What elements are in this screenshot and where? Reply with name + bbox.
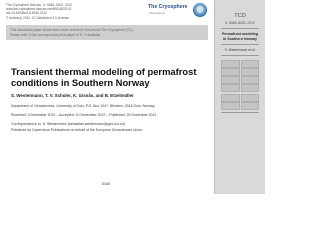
sidebar-short-title xyxy=(218,32,262,41)
nav-button[interactable] xyxy=(221,94,240,102)
nav-button[interactable] xyxy=(221,60,240,68)
journal-doi[interactable]: doi:10.5194/tcd-6-5345-2012 xyxy=(6,11,47,16)
nav-button[interactable] xyxy=(221,102,240,110)
nav-button[interactable] xyxy=(241,68,260,76)
journal-citation: The Cryosphere Discuss., 6, 5345–5403, 2012 xyxy=(6,3,72,7)
paper-authors: S. Westermann, T. V. Schuler, K. Gisnås, and B. Etzelmüller xyxy=(11,93,134,98)
paper-title xyxy=(11,66,207,88)
nav-button[interactable] xyxy=(241,84,260,92)
sidebar-nav-row-4 xyxy=(221,84,259,90)
nav-button[interactable] xyxy=(221,68,240,76)
journal-license: © Author(s) 2012. CC Attribution 3.0 License. xyxy=(6,15,70,20)
sidebar-author: S. Westermann et al. xyxy=(224,48,256,52)
publication-dates: Received: 3 December 2012 – Accepted: 10 December 2012 – Published: 20 December 2012 xyxy=(11,113,157,117)
nav-button[interactable] xyxy=(241,94,260,102)
sidebar-nav-row-1 xyxy=(221,60,259,66)
nav-button[interactable] xyxy=(221,84,240,92)
nav-button[interactable] xyxy=(241,102,260,110)
sidebar-nav-row-6 xyxy=(221,102,259,108)
sidebar-nav-row-5 xyxy=(221,94,259,100)
nav-button[interactable] xyxy=(221,76,240,84)
notice-line-2: Please refer to the corresponding final paper in TC if available. xyxy=(10,33,102,37)
discussion-sidebar xyxy=(214,0,265,194)
sidebar-reference: 6, 5345–5403, 2012 xyxy=(225,21,255,25)
correspondence[interactable]: Correspondence to: S. Westermann (sebastian.westermann@geo.uio.no) xyxy=(11,122,125,126)
affiliation: Department of Geosciences, University of Oslo, P.O. Box 1047, Blindern, 0316 Oslo, Norway xyxy=(11,104,155,108)
journal-logo xyxy=(138,3,212,23)
logo-subtitle: Discussions xyxy=(149,11,166,15)
journal-url[interactable]: www.the-cryosphere-discuss.net/6/5345/2012/ xyxy=(6,7,72,12)
review-notice xyxy=(6,25,208,40)
notice-line-1: This discussion paper is/has been under review for the journal The Cryosphere (TC). xyxy=(10,28,134,32)
logo-title: The Cryosphere xyxy=(148,4,188,10)
globe-icon xyxy=(193,3,207,17)
paper-title-line-2: conditions in Southern Norway xyxy=(11,77,150,89)
sidebar-journal: TCD xyxy=(234,13,246,19)
nav-button[interactable] xyxy=(241,60,260,68)
paper-title-line-1: Transient thermal modeling of permafrost xyxy=(11,66,197,77)
journal-header xyxy=(6,3,116,20)
sidebar-title-line-1: Permafrost modeling xyxy=(222,32,258,36)
sidebar-nav-row-2 xyxy=(221,68,259,74)
publisher-note: Published by Copernicus Publications on behalf of the European Geosciences Union. xyxy=(11,128,144,132)
nav-button[interactable] xyxy=(241,76,260,84)
page-number: 5345 xyxy=(102,182,110,186)
sidebar-nav-row-3 xyxy=(221,76,259,82)
sidebar-title-line-2: in Southern Norway xyxy=(223,36,257,41)
